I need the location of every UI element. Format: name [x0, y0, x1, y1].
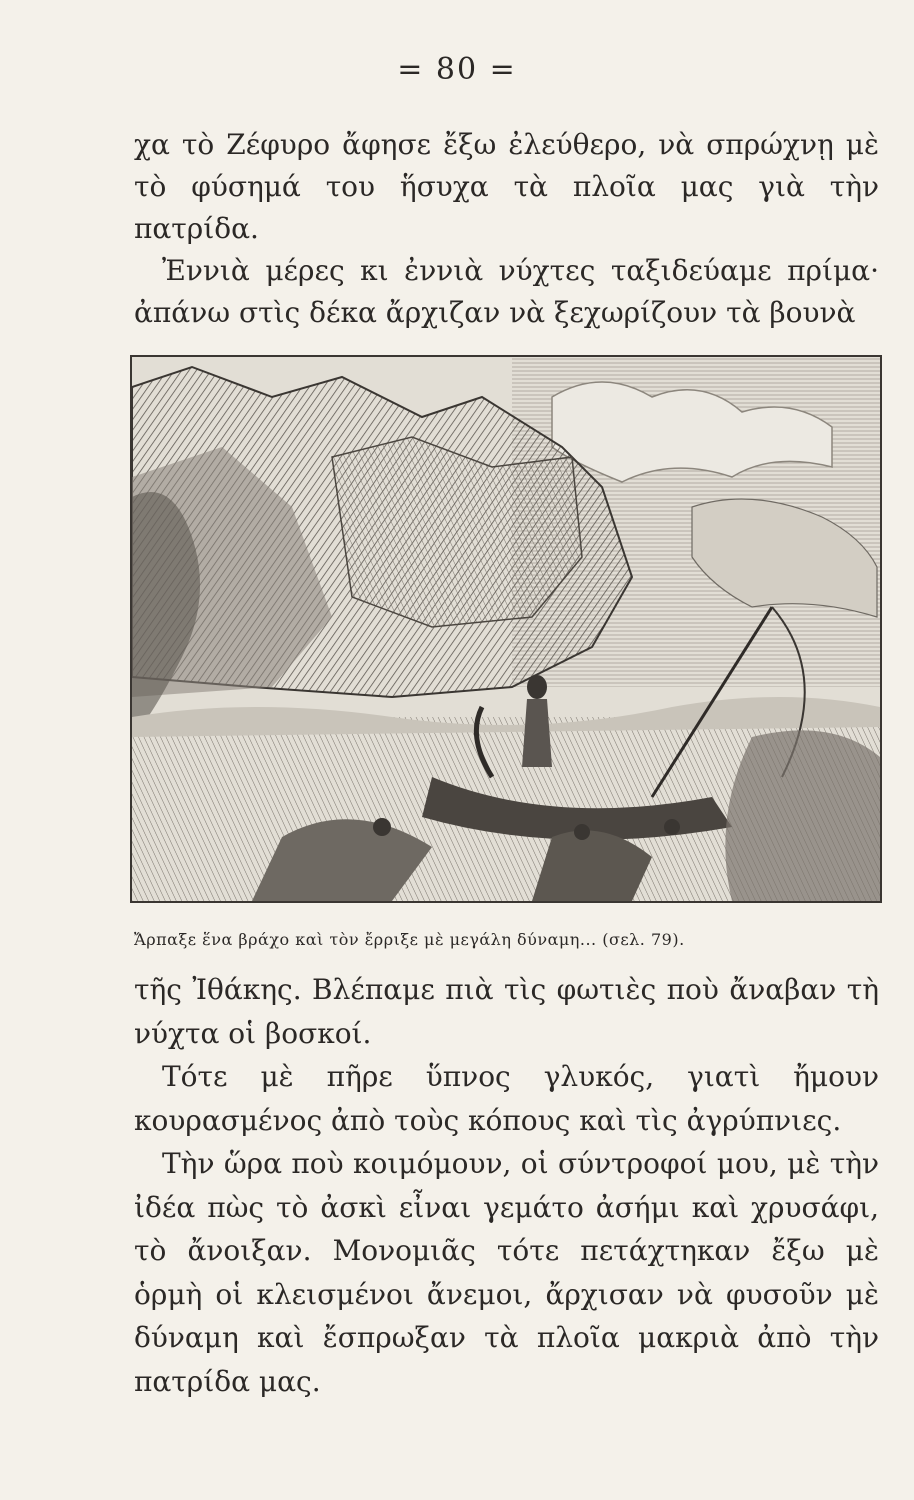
paragraph-1: χα τὸ Ζέφυρο ἄφησε ἔξω ἐλεύθερο, νὰ σπρώχνῃ μὲ τὸ φύσημά του ἥσυχα τὰ πλοῖα μας γιὰ τὴν πατρίδα.	[134, 128, 879, 245]
paragraph-3: τῆς Ἰθάκης. Βλέπαμε πιὰ τὶς φωτιὲς ποὺ ἄναβαν τὴ νύχτα οἱ βοσκοί.	[134, 973, 879, 1050]
engraving-illustration	[132, 357, 880, 901]
text-block-top	[134, 124, 879, 334]
paragraph-2: Ἐννιὰ μέρες κι ἐννιὰ νύχτες ταξιδεύαμε πρίμα· ἀπάνω στὶς δέκα ἄρχιζαν νὰ ξεχωρίζουν τὰ βουνὰ	[134, 254, 879, 329]
paragraph-5: Τὴν ὥρα ποὺ κοιμόμουν, οἱ σύντροφοί μου, μὲ τὴν ἰδέα πὼς τὸ ἀσκὶ εἶναι γεμάτο ἀσήμι καὶ χρυσάφι, τὸ ἄνοιξαν. Μονομιᾶς τότε πετάχτηκαν ἔξω μὲ ὁρμὴ οἱ κλεισμένοι ἄνεμοι, ἄρχισαν νὰ φυσοῦν μὲ δύναμη καὶ ἔσπρωξαν τὰ πλοῖα μακριὰ ἀπὸ τὴν πατρίδα μας.	[134, 1147, 879, 1398]
text-block-bottom	[134, 968, 879, 1403]
illustration-caption: Ἄρπαξε ἕνα βράχο καὶ τὸν ἔρριξε μὲ μεγάλη δύναμη... (σελ. 79).	[134, 930, 685, 949]
paragraph-4: Τότε μὲ πῆρε ὕπνος γλυκός, γιατὶ ἤμουν κουρασμένος ἀπὸ τοὺς κόπους καὶ τὶς ἀγρύπνιες.	[134, 1060, 879, 1137]
illustration	[130, 355, 882, 903]
page-number-header: = 80 =	[397, 52, 517, 87]
